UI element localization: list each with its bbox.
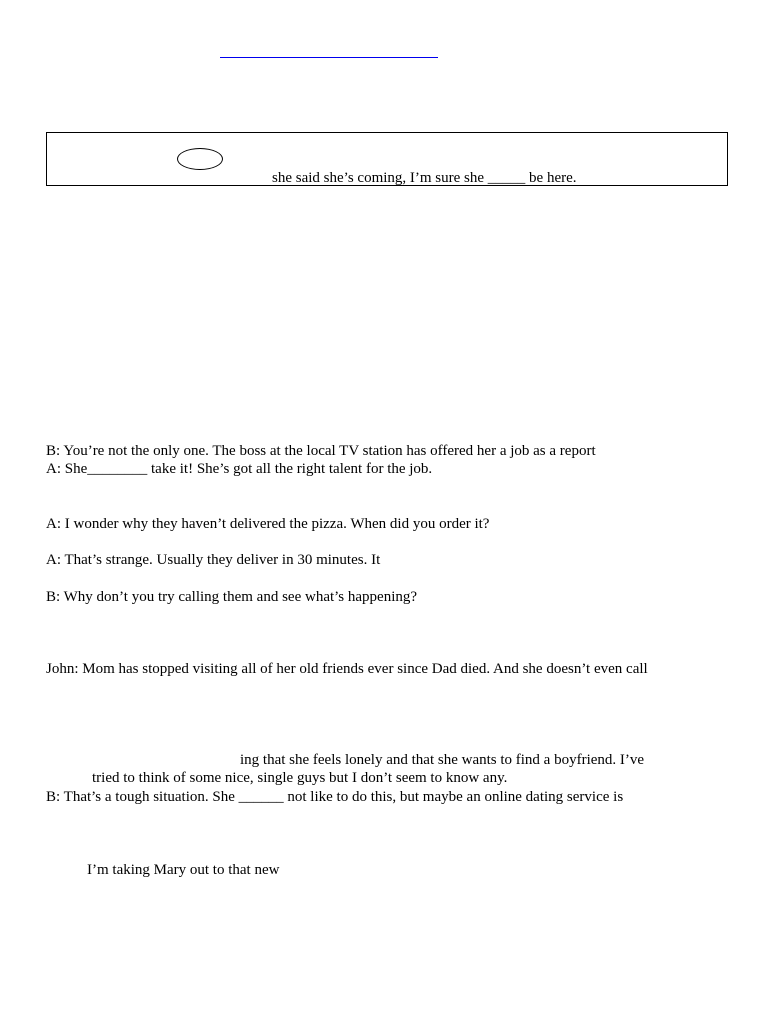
example-sentence: she said she’s coming, I’m sure she _____ be here. [272,170,577,186]
dialogue-1-line-b: B: You’re not the only one. The boss at the local TV station has offered her a job as a report [46,443,596,459]
dialogue-3-cont-2: tried to think of some nice, single guys but I don’t seem to know any. [92,770,508,786]
answer-oval [177,148,223,170]
example-box [46,132,728,186]
dialogue-2-line-a2: A: That’s strange. Usually they deliver in 30 minutes. It [46,552,381,568]
dialogue-2-line-a1: A: I wonder why they haven’t delivered the pizza. When did you order it? [46,516,490,532]
dialogue-3-cont-1: ing that she feels lonely and that she wants to find a boyfriend. I’ve [240,752,645,768]
hyperlink-underline[interactable] [220,57,438,58]
dialogue-1-line-a: A: She________ take it! She’s got all the right talent for the job. [46,461,433,477]
dialogue-3-line-b: B: That’s a tough situation. She ______ not like to do this, but maybe an online dating service is [46,789,624,805]
dialogue-4-line-1: I’m taking Mary out to that new [87,862,280,878]
dialogue-2-line-b: B: Why don’t you try calling them and see what’s happening? [46,589,418,605]
dialogue-3-john: John: Mom has stopped visiting all of her old friends ever since Dad died. And she doesn’t even call [46,661,648,677]
